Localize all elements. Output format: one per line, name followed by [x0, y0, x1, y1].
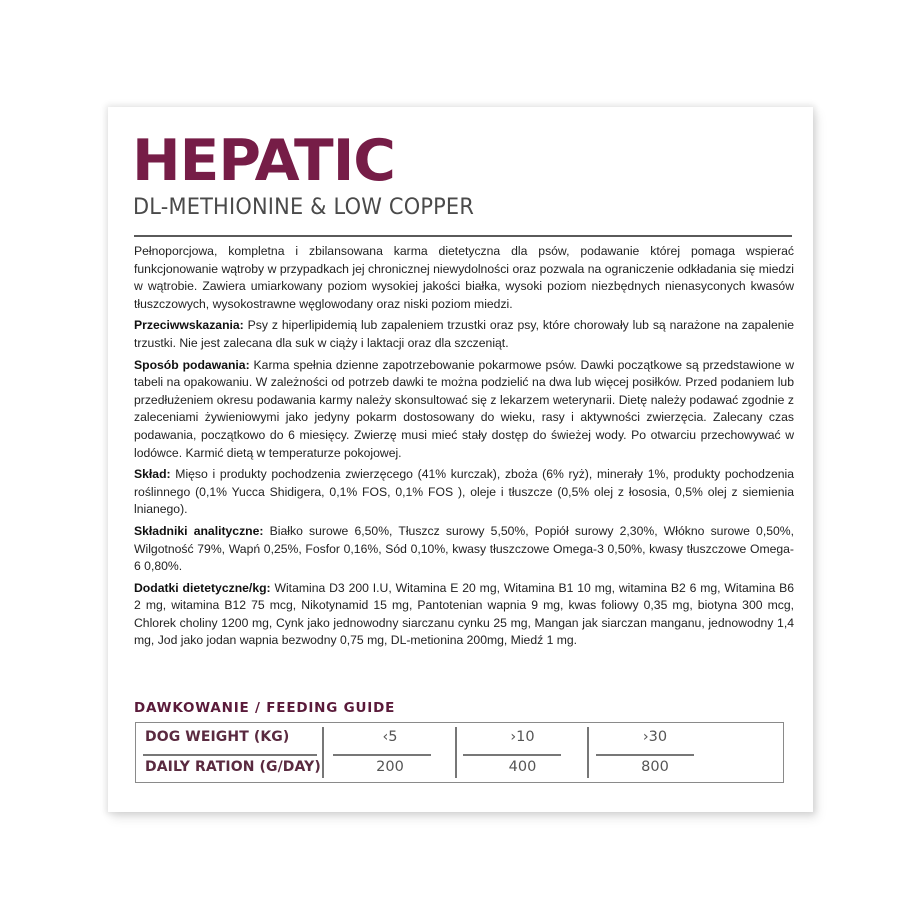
additives-paragraph — [134, 580, 794, 650]
composition-paragraph — [134, 466, 794, 519]
row-divider — [463, 754, 561, 756]
weight-cell: ›10 — [510, 729, 535, 745]
product-title: HEPATIC — [132, 128, 395, 194]
paragraph-label: Dodatki dietetyczne/kg: — [134, 580, 271, 595]
feeding-method-paragraph — [134, 357, 794, 463]
paragraph-text: Psy z hiperlipidemią lub zapaleniem trzustki oraz psy, które chorowały lub są narażone na zapalenie trzustki. Nie jest zalecana dla suk w ciąży i laktacji oraz dla szczeniąt. — [134, 318, 794, 350]
product-subtitle: DL-METHIONINE & LOW COPPER — [133, 195, 475, 220]
ration-cell: 200 — [376, 759, 404, 775]
title-divider — [134, 235, 792, 237]
paragraph-text: Pełnoporcjowa, kompletna i zbilansowana karma dietetyczna dla psów, podawanie której pomaga wspierać funkcjonowanie wątroby w przypadkach jej chronicznej niewydolności oraz pozwala na ograniczenie odkładania się miedzi w wątrobie. Zawiera umiarkowany poziom wysokiej jakości białka, wysoki poziom niezbędnych nienasyconych kwasów tłuszczowych, wysokostrawne węglowodany oraz niski poziom miedzi. — [134, 244, 794, 311]
paragraph-label: Skład: — [134, 467, 171, 482]
paragraph-label: Przeciwwskazania: — [134, 318, 244, 333]
paragraph-label: Sposób podawania: — [134, 357, 250, 372]
column-divider — [322, 727, 324, 778]
paragraph-label: Składniki analityczne: — [134, 523, 264, 538]
analytical-constituents-paragraph — [134, 523, 794, 576]
row-label-weight: DOG WEIGHT (KG) — [145, 729, 290, 745]
row-divider — [143, 754, 317, 756]
ration-cell: 400 — [508, 759, 537, 775]
paragraph-text: Karma spełnia dzienne zapotrzebowanie pokarmowe psów. Dawki początkowe są przedstawione w tabeli na opakowaniu. W zależności od potrzeb dawki te można podzielić na dwa lub więcej posiłków. Przed podaniem lub przedłużeniem okresu podawania karmy należy skonsultować się z lekarzem weterynarii. Dietę należy podawać zgodnie z zaleceniami żywieniowymi jako jedyny pokarm dostosowany do wieku, rasy i aktywności zwierzęcia. Zalecany czas podawania, początkowo do 6 miesięcy. Zwierzę musi mieć stały dostęp do świeżej wody. Po otwarciu przechowywać w lodówce. Karmić dietą w temperaturze pokojowej. — [134, 357, 794, 460]
row-divider — [333, 754, 431, 756]
row-label-ration: DAILY RATION (G/DAY) — [145, 759, 321, 775]
column-divider — [455, 727, 457, 778]
description-body — [134, 243, 794, 654]
paragraph-text: Witamina D3 200 I.U, Witamina E 20 mg, Witamina B1 10 mg, witamina B2 6 mg, Witamina B6 2 mg, witamina B12 75 mcg, Nikotynamid 15 mg, Pantotenian wapnia 9 mg, kwas foliowy 0,35 mg, biotyna 300 mcg, Chlorek choliny 1200 mg, Cynk jako jednowodny siarczanu cynku 25 mg, Mangan jak siarczan manganu, jednowodny 1,4 mg, Jod jako jodan wapnia bezwodny 0,75 mg, DL-metionina 200mg, Miedź 1 mg. — [134, 580, 794, 648]
row-divider — [596, 754, 694, 756]
feeding-guide-table — [135, 722, 784, 783]
column-divider — [587, 727, 589, 778]
weight-cell: ›30 — [642, 729, 668, 745]
intro-paragraph — [134, 243, 794, 313]
paragraph-text: Białko surowe 6,50%, Tłuszcz surowy 5,50%, Popiół surowy 2,30%, Włókno surowe 0,50%, Wilgotność 79%, Wapń 0,25%, Fosfor 0,16%, Sód 0,10%, kwasy tłuszczowe Omega-3 0,50%, kwasy tłuszczowe Omega-6 0,80%. — [134, 523, 794, 574]
weight-cell: ‹5 — [382, 729, 398, 745]
feeding-guide-title: DAWKOWANIE / FEEDING GUIDE — [134, 700, 396, 716]
ration-cell: 800 — [641, 759, 669, 775]
paragraph-text: Mięso i produkty pochodzenia zwierzęcego (41% kurczak), zboża (6% ryż), minerały 1%, produkty pochodzenia roślinnego (0,1% Yucca Shidigera, 0,1% FOS, 0,1% FOS ), oleje i tłuszcze (0,5% olej z łososia, 0,5% olej z siemienia lnianego). — [134, 467, 794, 517]
contraindications-paragraph — [134, 317, 794, 352]
product-label-card — [108, 107, 813, 812]
